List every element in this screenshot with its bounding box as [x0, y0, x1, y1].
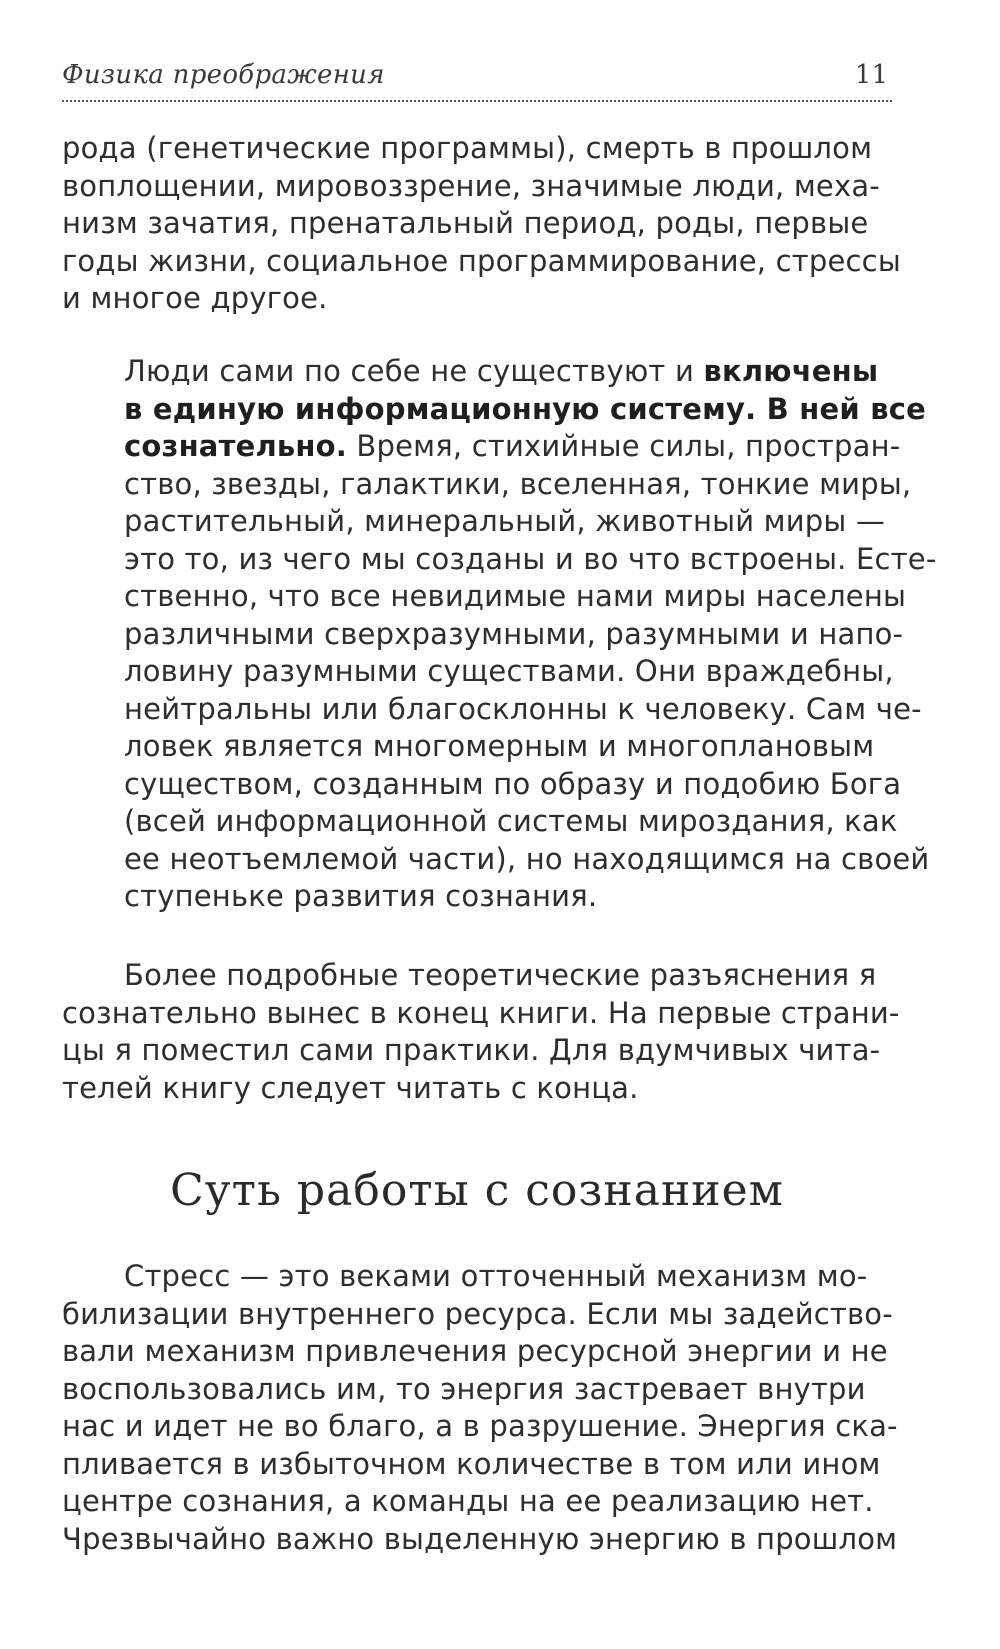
- text-line: [124, 353, 879, 391]
- text-line: воспользовались им, то энергия застревает внутри: [62, 1371, 866, 1406]
- text-line: ступеньке развития сознания.: [124, 879, 598, 913]
- running-title: Физика преображения: [62, 60, 385, 90]
- text-line: ее неотъемлемой части), но находящимся на своей: [124, 841, 930, 876]
- text-run: Время, стихийные силы, простран-: [347, 429, 901, 463]
- text-line: различными сверхразумными, разумными и напо-: [124, 616, 904, 651]
- text-line: воплощении, мировоззрение, значимые люди, меха-: [62, 168, 880, 203]
- text-line: телей книгу следует читать с конца.: [62, 1070, 639, 1105]
- paragraph: [62, 957, 900, 1107]
- text-line: вали механизм привлечения ресурсной энергии и не: [62, 1334, 888, 1368]
- indented-paragraph: [124, 353, 937, 916]
- text-line: рода (генетические программы), смерть в прошлом: [62, 131, 873, 165]
- text-line: центре сознания, а команды на ее реализацию нет.: [62, 1484, 874, 1518]
- paragraph: [62, 1258, 898, 1558]
- text-line: ловину разумными существами. Они враждебны,: [124, 654, 894, 688]
- text-line: годы жизни, социальное программирование, стрессы: [62, 243, 901, 278]
- text-run: Люди сами по себе не существуют и: [124, 354, 704, 388]
- text-line: низм зачатия, пренатальный период, роды, первые: [62, 206, 869, 240]
- text-line: Стресс — это веками отточенный механизм мо-: [124, 1259, 868, 1293]
- section-heading: Суть работы с сознанием: [170, 1165, 784, 1216]
- page-number: 11: [854, 60, 888, 90]
- text-line: цы я поместил сами практики. Для вдумчивых чита-: [62, 1033, 881, 1067]
- paragraph-continued: [62, 130, 901, 318]
- text-line: ловек является многомерным и многоплановым: [124, 729, 875, 763]
- bold-run: включены: [703, 354, 879, 388]
- text-line: [124, 428, 901, 466]
- bold-run: сознательно.: [124, 429, 348, 463]
- text-line: существом, созданным по образу и подобию Бога: [124, 766, 902, 801]
- text-line: ство, звезды, галактики, вселенная, тонкие миры,: [124, 466, 912, 501]
- bold-text-line: в единую информационную систему. В ней все: [124, 391, 927, 426]
- text-line: билизации внутреннего ресурса. Если мы задейство-: [62, 1296, 893, 1331]
- text-line: пливается в избыточном количестве в том или ином: [62, 1446, 881, 1481]
- text-line: нас и идет не во благо, а в разрушение. Энергия ска-: [62, 1409, 898, 1443]
- text-line: и многое другое.: [62, 281, 328, 315]
- text-line: ственно, что все невидимые нами миры населены: [124, 579, 907, 613]
- text-line: Более подробные теоретические разъяснения я: [124, 958, 877, 992]
- text-line: нейтральны или благосклонны к человеку. Сам че-: [124, 691, 922, 726]
- running-head: [62, 56, 892, 102]
- text-line: Чрезвычайно важно выделенную энергию в прошлом: [62, 1521, 898, 1556]
- text-line: сознательно вынес в конец книги. На первые страни-: [62, 995, 900, 1030]
- text-line: (всей информационной системы мироздания, как: [124, 804, 898, 838]
- text-line: это то, из чего мы созданы и во что встроены. Есте-: [124, 541, 937, 576]
- text-line: растительный, минеральный, животный миры —: [124, 504, 886, 538]
